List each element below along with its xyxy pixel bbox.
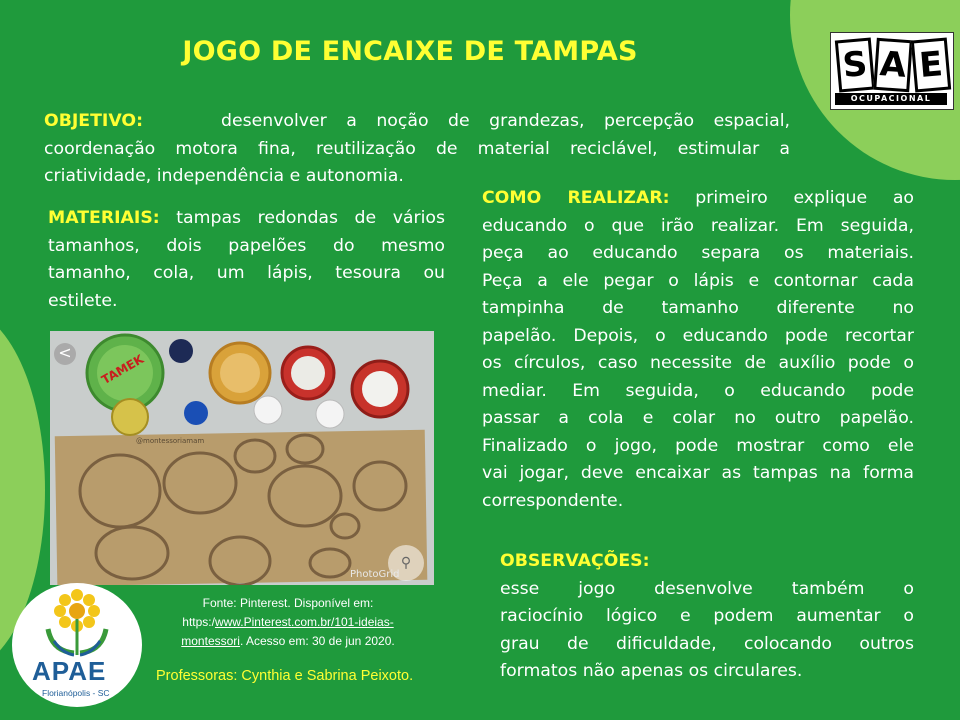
how-to-text-12: correspondente. xyxy=(482,490,624,511)
sae-subtitle: OCUPACIONAL xyxy=(835,93,947,105)
materials-text-3: tamanho, cola, um lápis, tesoura ou xyxy=(48,263,445,283)
sae-letter-a: A xyxy=(873,38,913,92)
materials-line-1 xyxy=(48,205,445,233)
how-to-text-9: passar a cola e colar no outro papelão. xyxy=(482,408,914,428)
objective-label: OBJETIVO: xyxy=(44,111,143,131)
apae-city: Florianópolis - SC xyxy=(42,688,110,698)
observations-label-line xyxy=(500,548,914,576)
how-to-text-5: tampinha de tamanho diferente no xyxy=(482,298,914,318)
observations-paragraph xyxy=(500,548,914,686)
observations-text-2: raciocínio lógico e podem aumentar o xyxy=(500,606,914,626)
how-to-text-3: peça ao educando separa os materiais. xyxy=(482,243,914,263)
how-to-text-7: os círculos, caso necessite de auxílio pode o xyxy=(482,353,914,373)
how-to-paragraph xyxy=(482,185,914,515)
sae-letter-e: E xyxy=(911,38,951,93)
apae-flower-icon xyxy=(12,583,142,663)
objective-text-1: desenvolver a noção de grandezas, percepção espacial, xyxy=(221,111,790,131)
apae-wordmark: APAE xyxy=(32,656,107,686)
sae-logo xyxy=(830,32,954,110)
how-to-text-2: educando o que irão realizar. Em seguida, xyxy=(482,215,914,236)
observations-text-3: grau de dificuldade, colocando outros xyxy=(500,633,914,654)
how-to-text-4: Peça a ele pegar o lápis e contornar cada xyxy=(482,270,914,291)
materials-text-2: tamanhos, dois papelões do mesmo xyxy=(48,235,445,256)
teachers-credit: Professoras: Cynthia e Sabrina Peixoto. xyxy=(156,668,414,684)
page-title: JOGO DE ENCAIXE DE TAMPAS xyxy=(182,36,638,67)
source-link[interactable]: www.Pinterest.com.br/101-ideias- xyxy=(214,615,394,629)
caption-line-1: Fonte: Pinterest. Disponível em: xyxy=(202,596,374,610)
materials-text-4: estilete. xyxy=(48,290,118,311)
caption-suffix: . Acesso em: 30 de jun 2020. xyxy=(239,634,395,648)
objective-paragraph xyxy=(44,108,790,191)
how-to-text-10: Finalizado o jogo, pode mostrar como ele xyxy=(482,435,914,456)
caption-prefix: https:/ xyxy=(182,615,215,629)
sae-letter-s: S xyxy=(835,38,875,93)
how-to-line-1 xyxy=(482,185,914,213)
photo-back-icon[interactable]: < xyxy=(54,343,76,365)
observations-text-4: formatos não apenas os circulares. xyxy=(500,661,803,681)
materials-paragraph xyxy=(48,205,445,315)
how-to-text-6: papelão. Depois, o educando pode recortar xyxy=(482,325,914,346)
source-link-continued[interactable]: montessori xyxy=(181,634,240,648)
objective-text-3: criatividade, independência e autonomia. xyxy=(44,166,404,186)
materials-text-1: tampas redondas de vários xyxy=(176,208,445,228)
photo-watermark: @montessoriamam xyxy=(136,437,205,445)
materials-label: MATERIAIS: xyxy=(48,208,160,228)
how-to-text-8: mediar. Em seguida, o educando pode xyxy=(482,380,914,401)
lid-label-graphic xyxy=(90,351,210,391)
objective-line-1 xyxy=(44,108,790,136)
objective-text-2: coordenação motora fina, reutilização de material reciclável, estimular a xyxy=(44,138,790,159)
game-photo xyxy=(50,331,434,585)
how-to-label: COMO REALIZAR: xyxy=(482,188,670,208)
caption-line-3 xyxy=(150,632,426,651)
observations-text-1: esse jogo desenvolve também o xyxy=(500,578,914,599)
caption-line-2 xyxy=(150,613,426,632)
how-to-text-11: vai jogar, deve encaixar as tampas na forma xyxy=(482,463,914,483)
lens-search-icon[interactable]: ⚲ xyxy=(388,545,424,581)
observations-label: OBSERVAÇÕES: xyxy=(500,551,650,571)
lid-label-text: TAMEK xyxy=(99,351,147,388)
photo-caption xyxy=(150,594,426,651)
how-to-text-1: primeiro explique ao xyxy=(695,188,914,208)
photo-brand-watermark: PhotoGrid xyxy=(350,569,400,580)
